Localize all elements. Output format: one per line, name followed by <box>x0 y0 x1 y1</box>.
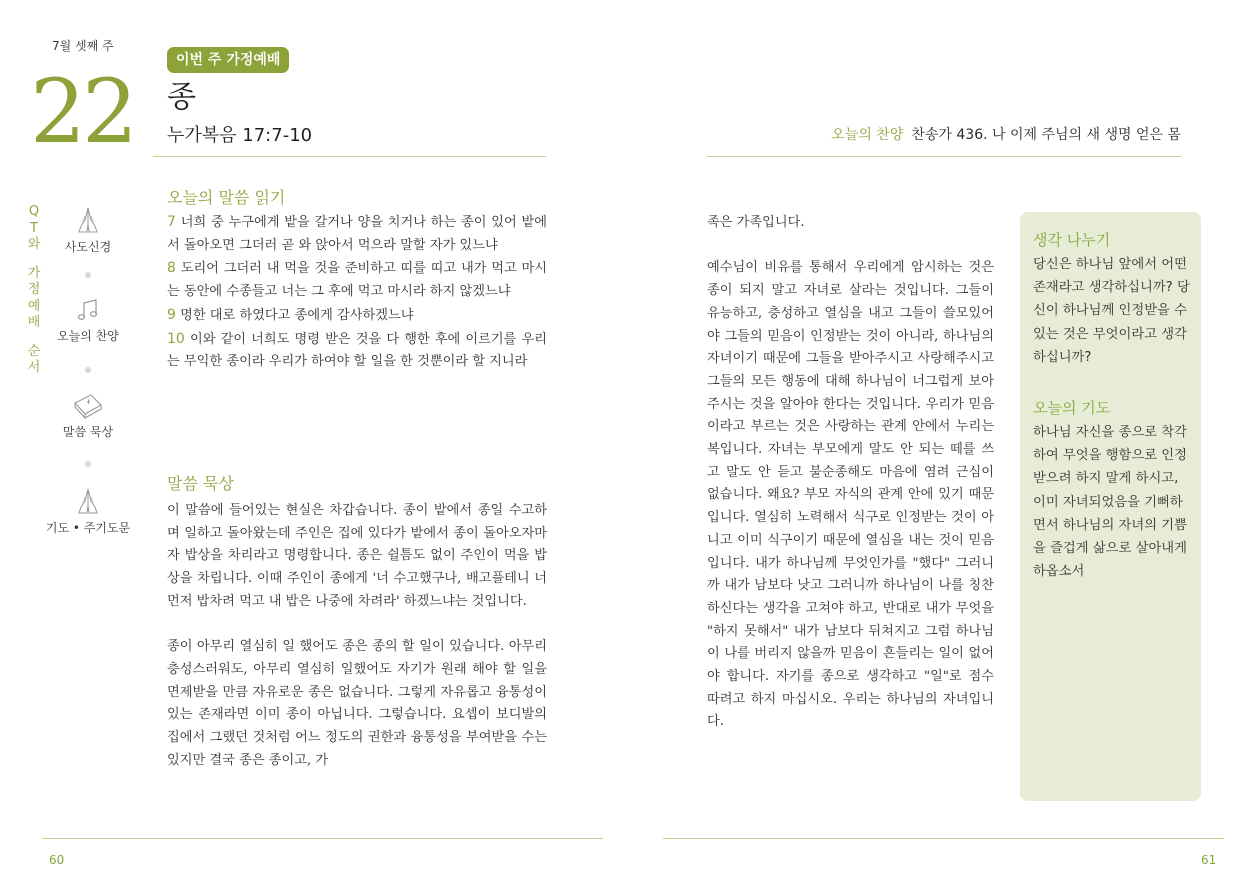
sidebar-dot <box>85 272 91 278</box>
scripture-passage <box>167 211 547 374</box>
music-note-icon <box>75 297 101 323</box>
page-title: 종 <box>167 80 196 115</box>
praise-label: 오늘의 찬양 <box>831 127 904 143</box>
week-label: 7월 셋째 주 <box>52 39 114 53</box>
verse <box>167 304 547 328</box>
verse-number: 10 <box>167 330 185 347</box>
share-heading: 생각 나누기 <box>1033 231 1111 249</box>
paragraph: 족은 가족입니다. <box>707 215 805 230</box>
verse-text: 이와 같이 너희도 명령 받은 것을 다 행한 후에 이르기를 우리는 무익한 종이라 우리가 하여야 할 일을 한 것뿐이라 할 지니라 <box>167 331 547 370</box>
praying-hands-icon <box>73 487 103 515</box>
today-praise <box>831 124 1181 144</box>
verse-number: 9 <box>167 306 176 323</box>
verse-number: 7 <box>167 214 176 230</box>
verse-text: 너희 중 누구에게 밭을 갈거나 양을 치거나 하는 종이 있어 밭에서 돌아오면 그더러 곧 와 앉아서 먹으라 말할 자가 있느냐 <box>167 215 547 253</box>
sidebar-item-praise <box>43 297 133 344</box>
praying-hands-icon <box>73 206 103 234</box>
verse-text: 명한 대로 하였다고 종에게 감사하겠느냐 <box>175 307 414 323</box>
share-text: 당신은 하나님 앞에서 어떤 존재라고 생각하십니까? 당신이 하나님께 인정받을 수 있는 것은 무엇이라고 생각하십니까? <box>1033 257 1190 365</box>
meditation-text <box>167 500 547 772</box>
prayer-text: 하나님 자신을 종으로 착각하여 무엇을 행함으로 인정받으려 하지 말게 하시고, 이미 자녀되었음을 기뻐하면서 하나님의 자녀의 기쁨을 즐겁게 삶으로 살아내게 하옵소서 <box>1033 425 1187 580</box>
qt-order-vertical-label: Q T 와 가 정 예 배 순 서 <box>27 204 41 375</box>
verse <box>167 328 547 374</box>
sidebar-dot <box>85 367 91 373</box>
praise-text: 찬송가 436. 나 이제 주님의 새 생명 얻은 몸 <box>911 127 1181 143</box>
sidebar-item-label: 사도신경 <box>64 240 112 254</box>
page-number-right: 61 <box>1201 853 1217 867</box>
scripture-reference: 누가복음 17:7-10 <box>167 125 313 146</box>
footer-rule-right <box>663 838 1224 839</box>
sidebar-item-creed <box>43 206 133 255</box>
page-number-left: 60 <box>49 853 65 867</box>
reflection-box <box>1020 212 1201 801</box>
meditation-heading: 말씀 묵상 <box>167 474 234 493</box>
section-tag: 이번 주 가정예배 <box>167 47 289 73</box>
verse-text: 도리어 그더러 내 먹을 것을 준비하고 띠를 띠고 내가 먹고 마시는 동안에 수종들고 너는 그 후에 먹고 마시라 하지 않겠느냐 <box>167 261 547 300</box>
verse <box>167 211 547 257</box>
reading-heading: 오늘의 말씀 읽기 <box>167 188 286 207</box>
verse-number: 8 <box>167 260 176 277</box>
sidebar-item-meditation <box>43 391 133 440</box>
paragraph: 이 말씀에 들어있는 현실은 차갑습니다. 종이 밭에서 종일 수고하며 일하고 돌아왔는데 주인은 집에 있다가 밭에서 종이 돌아오자마자 밥상을 차리라고 명령합니다. 종은 쉴틈도 없이 주인이 먹을 밥상을 차립니다. 이때 주인이 종에게 '너 수고했구나, 배고플테니 너 먼저 밥차려 먹고 내 밥은 나중에 차려라' 하겠느냐는 것입니다. <box>167 503 547 609</box>
sidebar-item-label: 기도 • 주기도문 <box>45 521 131 535</box>
day-number: 22 <box>30 60 134 163</box>
meditation-continued <box>707 212 994 734</box>
verse <box>167 257 547 303</box>
prayer-heading: 오늘의 기도 <box>1033 399 1111 417</box>
sidebar-dot <box>85 461 91 467</box>
header-rule-left <box>153 156 546 157</box>
sidebar-item-prayer <box>43 487 133 536</box>
bible-icon <box>71 391 105 419</box>
sidebar-item-label: 말씀 묵상 <box>62 425 114 439</box>
sidebar-item-label: 오늘의 찬양 <box>57 329 119 343</box>
footer-rule-left <box>42 838 603 839</box>
paragraph: 종이 아무리 열심히 일 했어도 종은 종의 할 일이 있습니다. 아무리 충성스러워도, 아무리 열심히 일했어도 자기가 원래 해야 할 일을 면제받을 만큼 자유로운 종은 없습니다. 그렇게 자유롭고 융통성이 있는 존재라면 이미 종이 아닙니다. 그렇습니다. 요셉이 보디발의 집에서 그랬던 것처럼 어느 정도의 권한과 융통성을 부여받을 수는 있지만 결국 종은 종이고, 가 <box>167 639 547 768</box>
paragraph: 예수님이 비유를 통해서 우리에게 암시하는 것은 종이 되지 말고 자녀로 살라는 것입니다. 그들이 유능하고, 충성하고 열심을 내고 그들이 쓸모있어야 그들의 믿음이 인정받는 것이 아니라, 하나님의 자녀이기 때문에 그들을 받아주시고 사랑해주시고 그들의 모든 행동에 대해 하나님이 너그럽게 보아주시는 것을 알아야 한다는 것입니다. 우리가 믿음이라고 부르는 것은 사랑하는 관계 안에서 누리는 복입니다. 자녀는 부모에게 말도 안 되는 떼를 쓰고 말도 안 듣고 불순종해도 마음에 염려 근심이 없습니다. 왜요? 부모 자식의 관계 안에 있기 때문입니다. 열심히 노력해서 식구로 인정받는 것이 아니고 이미 식구이기 때문에 열심을 내는 것이 믿음입니다. 내가 하나님께 무엇인가를 "했다" 그러니까 내가 남보다 낫고 그러니까 하나님이 나를 칭찬하신다는 생각을 고쳐야 하고, 반대로 내가 무엇을 "하지 못해서" 내가 남보다 뒤쳐지고 그럼 하나님이 나를 버리지 않을까 믿음이 흔들리는 일이 없어야 합니다. 자기를 종으로 생각하고 "일"로 점수 따려고 하지 마십시오. 우리는 하나님의 자녀입니다. <box>707 260 994 730</box>
header-rule-right <box>707 156 1181 157</box>
